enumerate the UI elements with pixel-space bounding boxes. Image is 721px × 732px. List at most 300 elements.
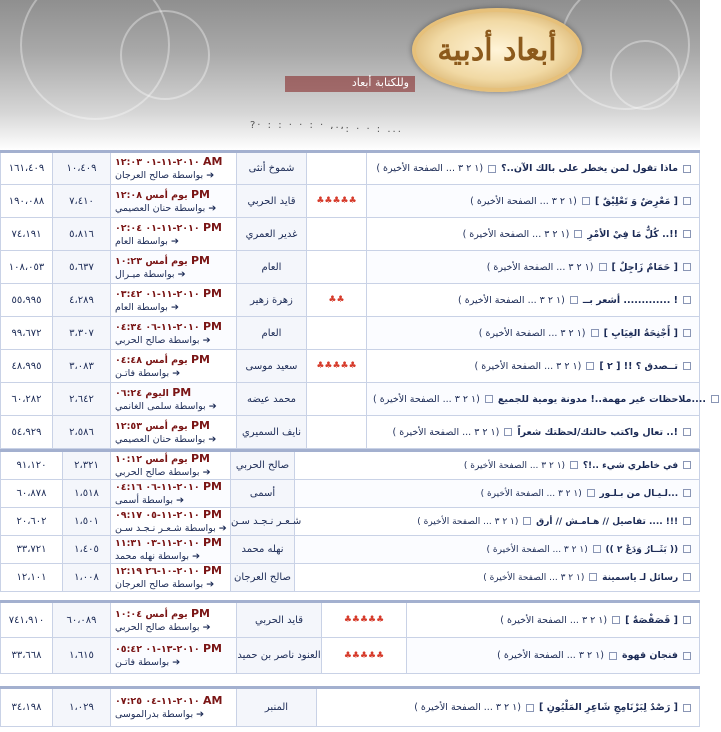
last-poster-link[interactable] bbox=[115, 522, 226, 535]
views-count: ٦٠،٨٧٨ bbox=[1, 480, 63, 508]
page-links[interactable]: ( ١ ٢ ٣ ... الصفحة الأخيرة) bbox=[417, 516, 519, 527]
multipage-icon bbox=[589, 573, 597, 581]
last-post-date bbox=[115, 221, 232, 235]
last-post-time: ١٢:١٩ bbox=[115, 566, 142, 577]
last-post-datestr: يوم أمس bbox=[145, 454, 188, 465]
last-post-ampm: PM bbox=[202, 286, 222, 300]
last-post-datestr: ٢٠١٠-١١-٠٥ bbox=[145, 510, 200, 521]
last-post-time: ٠٤:٣٤ bbox=[115, 321, 142, 333]
last-post-ampm: PM bbox=[202, 220, 222, 234]
go-last-post-icon[interactable]: ➔ bbox=[196, 709, 205, 720]
multipage-icon bbox=[609, 652, 617, 660]
last-poster-link[interactable] bbox=[115, 466, 226, 479]
last-post-info bbox=[111, 185, 237, 218]
last-post-time: ١١:٣١ bbox=[115, 538, 142, 549]
page-links[interactable]: ( ١ ٢ ٣ ... الصفحة الأخيرة) bbox=[470, 195, 577, 207]
thread-starter[interactable]: شموخ أنثى bbox=[237, 152, 307, 185]
last-post-ampm: PM bbox=[191, 452, 211, 465]
replies-count[interactable]: ٣،٣٠٧ bbox=[53, 317, 111, 350]
last-poster-link[interactable] bbox=[115, 433, 232, 446]
thread-title-cell bbox=[367, 317, 700, 350]
last-post-info bbox=[111, 251, 237, 284]
thread-starter[interactable]: نهله محمد bbox=[231, 536, 295, 564]
last-poster-name[interactable]: بواسطة العام bbox=[115, 235, 168, 247]
multipage-icon bbox=[504, 428, 512, 436]
go-last-post-icon[interactable]: ➔ bbox=[208, 202, 217, 214]
last-post-ampm: PM bbox=[202, 319, 222, 333]
thread-title-cell bbox=[367, 218, 700, 251]
last-post-datestr: ٢٠١٠-١١-٠٦ bbox=[145, 321, 200, 333]
last-post-info bbox=[111, 350, 237, 383]
last-poster-link[interactable] bbox=[115, 621, 232, 634]
thread-row bbox=[1, 218, 700, 251]
views-count: ٥٤،٩٢٩ bbox=[1, 416, 53, 449]
replies-count[interactable]: ٢،٣٢١ bbox=[63, 451, 111, 480]
replies-count[interactable]: ٤،٢٨٩ bbox=[53, 284, 111, 317]
replies-count[interactable]: ١،٦١٥ bbox=[53, 638, 111, 674]
last-post-date bbox=[115, 536, 226, 550]
views-count: ٧٤،١٩١ bbox=[1, 218, 53, 251]
views-count: ٢٠،٦٠٢ bbox=[1, 508, 63, 536]
thread-title-cell bbox=[407, 638, 700, 674]
last-post-time: ٠٧:٢٥ bbox=[115, 696, 142, 707]
last-post-info bbox=[111, 284, 237, 317]
decor-swirl bbox=[610, 40, 680, 110]
page-links[interactable]: ( ١ ٢ ٣ ... الصفحة الأخيرة) bbox=[497, 650, 604, 661]
thread-status-icon bbox=[683, 652, 691, 660]
replies-count[interactable]: ٣،٠٨٣ bbox=[53, 350, 111, 383]
last-post-time: ٠٣:٤٢ bbox=[115, 288, 142, 300]
last-post-datestr: يوم أمس bbox=[145, 189, 188, 201]
thread-status-icon bbox=[683, 461, 691, 469]
page-links[interactable]: ( ١ ٢ ٣ ... الصفحة الأخيرة) bbox=[462, 228, 570, 240]
thread-title-cell bbox=[317, 688, 700, 727]
rating-stars-icon bbox=[307, 251, 367, 284]
last-post-datestr: ٢٠١٠-١١-٠٦ bbox=[145, 482, 200, 493]
go-last-post-icon[interactable]: ➔ bbox=[172, 367, 181, 379]
last-post-datestr: يوم أمس bbox=[145, 255, 188, 267]
last-post-date bbox=[115, 320, 232, 334]
go-last-post-icon[interactable]: ➔ bbox=[170, 235, 179, 247]
last-post-datestr: ٢٠١٠-١١-٠١ bbox=[145, 222, 200, 234]
thread-table-block4 bbox=[0, 686, 700, 727]
go-last-post-icon[interactable]: ➔ bbox=[206, 579, 215, 590]
last-poster-name[interactable]: بواسطة صالح العرجان bbox=[115, 170, 204, 181]
page-links[interactable]: ( ١ ٢ ٣ ... الصفحة الأخيرة) bbox=[480, 488, 582, 499]
thread-title-link[interactable]: رسائل لـ ياسمينة bbox=[602, 572, 679, 583]
last-post-info bbox=[111, 508, 231, 536]
page-links[interactable]: ( ١ ٢ ٣ ... الصفحة الأخيرة) bbox=[376, 163, 484, 174]
thread-row bbox=[1, 602, 700, 638]
last-post-datestr: يوم أمس bbox=[145, 354, 188, 366]
views-count: ١٩٠،٠٨٨ bbox=[1, 185, 53, 218]
thread-table-block3 bbox=[0, 600, 700, 674]
thread-row bbox=[1, 536, 700, 564]
go-last-post-icon[interactable]: ➔ bbox=[170, 301, 179, 313]
replies-count[interactable]: ٢،٥٨٦ bbox=[53, 416, 111, 449]
thread-starter[interactable]: نايف السميري bbox=[237, 416, 307, 449]
last-post-info bbox=[111, 602, 237, 638]
thread-row bbox=[1, 185, 700, 218]
thread-title-cell bbox=[295, 480, 700, 508]
logo-text: أبعاد أدبية bbox=[437, 32, 557, 68]
thread-starter[interactable]: صالح العرجان bbox=[231, 564, 295, 592]
rating-stars-icon: ♣♣♣♣♣ bbox=[322, 602, 407, 638]
rating-stars-icon: ♣♣♣♣♣ bbox=[307, 185, 367, 218]
thread-title-link[interactable]: [ مَعْرِضٌ وَ تَعْلِيْقٌ ] bbox=[594, 195, 678, 207]
thread-starter[interactable]: محمد عيضه bbox=[237, 383, 307, 416]
page-links[interactable]: ( ١ ٢ ٣ ... الصفحة الأخيرة) bbox=[373, 393, 480, 405]
last-post-info bbox=[111, 536, 231, 564]
views-count: ١٢،١٠١ bbox=[1, 564, 63, 592]
thread-status-icon bbox=[683, 197, 691, 205]
replies-count[interactable]: ١،٠٢٩ bbox=[53, 688, 111, 727]
page-links[interactable]: ( ١ ٢ ٣ ... الصفحة الأخيرة) bbox=[483, 572, 585, 583]
last-post-ampm: PM bbox=[202, 480, 222, 493]
last-poster-name[interactable]: بواسطة صالح الحربي bbox=[115, 334, 200, 346]
last-post-date bbox=[115, 694, 232, 708]
views-count: ٩٩،٦٧٢ bbox=[1, 317, 53, 350]
thread-starter[interactable]: العام bbox=[237, 251, 307, 284]
views-count: ١٠٨،٠٥٣ bbox=[1, 251, 53, 284]
last-post-time: ١٠:٢٣ bbox=[115, 255, 142, 267]
last-post-time: ٠٦:٢٤ bbox=[115, 387, 142, 399]
rating-stars-icon bbox=[307, 152, 367, 185]
last-post-date bbox=[115, 155, 232, 169]
last-poster-link[interactable] bbox=[115, 235, 232, 248]
last-poster-link[interactable] bbox=[115, 550, 226, 563]
thread-status-icon bbox=[683, 428, 691, 436]
rating-stars-icon bbox=[307, 317, 367, 350]
replies-count[interactable]: ١،٥١٨ bbox=[63, 480, 111, 508]
thread-title-link[interactable]: تعال واكتب حالتك/لحظتك شعراً ..! bbox=[517, 426, 678, 438]
last-post-time: ١٢:٠٨ bbox=[115, 189, 142, 201]
last-post-ampm: PM bbox=[191, 418, 211, 432]
last-poster-name[interactable]: بواسطة أسمى bbox=[115, 495, 174, 506]
last-poster-name[interactable]: بواسطة حنان العصيمي bbox=[115, 433, 206, 445]
thread-starter[interactable]: المنبر bbox=[237, 688, 317, 727]
multipage-icon bbox=[526, 704, 534, 712]
thread-row bbox=[1, 638, 700, 674]
thread-title-cell bbox=[367, 284, 700, 317]
last-post-date bbox=[115, 480, 226, 494]
last-poster-link[interactable] bbox=[115, 656, 232, 669]
last-poster-name[interactable]: بواسطة صالح الحربي bbox=[115, 621, 200, 633]
last-post-date bbox=[115, 564, 226, 578]
replies-count[interactable]: ٢،٦٤٢ bbox=[53, 383, 111, 416]
thread-title-cell bbox=[367, 350, 700, 383]
thread-title-link[interactable]: [ قَصَقْصَةٌ ] bbox=[625, 614, 678, 626]
last-poster-name[interactable]: بواسطة صالح الحربي bbox=[115, 467, 200, 478]
multipage-icon bbox=[599, 263, 607, 271]
last-poster-link[interactable] bbox=[115, 268, 232, 281]
last-post-time: ٠٩:١٧ bbox=[115, 510, 142, 521]
multipage-icon bbox=[587, 489, 595, 497]
thread-starter[interactable]: زهرة زهير bbox=[237, 284, 307, 317]
last-post-datestr: ٢٠١٠-١١-٠٤ bbox=[145, 696, 200, 707]
go-last-post-icon[interactable]: ➔ bbox=[202, 467, 211, 478]
last-poster-link[interactable] bbox=[115, 400, 232, 413]
thread-title-cell bbox=[367, 152, 700, 185]
last-post-info bbox=[111, 416, 237, 449]
decor-dots: ?· : : · · : · ... bbox=[250, 120, 346, 131]
last-post-info bbox=[111, 218, 237, 251]
thread-status-icon bbox=[683, 263, 691, 271]
last-post-ampm: PM bbox=[172, 385, 192, 399]
site-tagline: وللكتابة أبعاد bbox=[285, 76, 415, 92]
thread-title-link[interactable]: ملاحظات غير مهمة..! مدونة يومية للجميع.... bbox=[497, 393, 706, 405]
last-post-time: ٠٤:٤٨ bbox=[115, 354, 142, 366]
views-count: ٥٥،٩٩٥ bbox=[1, 284, 53, 317]
replies-count[interactable]: ٥،٦٣٧ bbox=[53, 251, 111, 284]
thread-title-cell bbox=[367, 251, 700, 284]
thread-starter[interactable]: العام bbox=[237, 317, 307, 350]
last-poster-name[interactable]: بواسطة فاتـن bbox=[115, 657, 170, 668]
thread-title-link[interactable]: أشعر بــ ............. ! bbox=[582, 294, 678, 306]
thread-row bbox=[1, 451, 700, 480]
thread-row bbox=[1, 416, 700, 449]
last-post-datestr: ٢٠١٠-١١-٠٣ bbox=[145, 538, 200, 549]
page-links[interactable]: ( ١ ٢ ٣ ... الصفحة الأخيرة) bbox=[486, 261, 594, 273]
rating-stars-icon: ♣♣♣♣♣ bbox=[322, 638, 407, 674]
thread-row bbox=[1, 251, 700, 284]
multipage-icon bbox=[488, 165, 496, 173]
multipage-icon bbox=[570, 461, 578, 469]
last-post-ampm: PM bbox=[191, 253, 211, 267]
multipage-icon bbox=[485, 395, 493, 403]
replies-count[interactable]: ٦٠،٠٨٩ bbox=[53, 602, 111, 638]
last-post-datestr: ٢٠١٠-١٠-٢٦ bbox=[145, 566, 200, 577]
page-links[interactable]: ( ١ ٢ ٣ ... الصفحة الأخيرة) bbox=[500, 614, 608, 626]
thread-starter[interactable]: العنود ناصر بن حميد bbox=[237, 638, 322, 674]
page-links[interactable]: ( ١ ٢ ٣ ... الصفحة الأخيرة) bbox=[486, 544, 588, 555]
thread-row bbox=[1, 284, 700, 317]
thread-title-cell bbox=[295, 451, 700, 480]
replies-count[interactable]: ١٠،٤٠٩ bbox=[53, 152, 111, 185]
go-last-post-icon[interactable]: ➔ bbox=[208, 400, 217, 412]
last-post-datestr: يوم أمس bbox=[145, 420, 188, 432]
thread-title-link[interactable]: (( بَثَــارُ وَدَعْ ٢ )) bbox=[605, 544, 679, 555]
last-post-ampm: PM bbox=[202, 536, 222, 549]
thread-title-link[interactable]: ماذا تقول لمن يخطر على بالك الآن..؟ bbox=[501, 163, 678, 174]
replies-count[interactable]: ٧،٤١٠ bbox=[53, 185, 111, 218]
last-post-info bbox=[111, 383, 237, 416]
go-last-post-icon[interactable]: ➔ bbox=[176, 495, 185, 506]
go-last-post-icon[interactable]: ➔ bbox=[172, 657, 181, 668]
thread-title-cell bbox=[295, 508, 700, 536]
thread-title-link[interactable]: [ حَمَامٌ زَاجِلٌ ] bbox=[611, 261, 678, 273]
thread-title-cell bbox=[367, 383, 706, 416]
last-post-date bbox=[115, 419, 232, 433]
rating-stars-icon bbox=[307, 383, 367, 416]
page-links[interactable]: ( ١ ٢ ٣ ... الصفحة الأخيرة) bbox=[478, 327, 586, 339]
last-poster-name[interactable]: بواسطة فاتـن bbox=[115, 367, 170, 379]
last-poster-link[interactable] bbox=[115, 494, 226, 507]
thread-table-block1 bbox=[0, 150, 706, 449]
thread-title-link[interactable]: [ أَجْنِحَةُ الغِيَابِ ] bbox=[603, 327, 678, 339]
thread-title-cell bbox=[407, 602, 700, 638]
thread-starter[interactable]: قايد الحربي bbox=[237, 185, 307, 218]
views-count: ٦٠،٢٨٢ bbox=[1, 383, 53, 416]
thread-title-link[interactable]: تــصدق ؟ !! [ ٢ ] bbox=[599, 360, 678, 372]
thread-title-link[interactable]: فنجان قهوة bbox=[621, 650, 678, 661]
thread-status-icon bbox=[683, 296, 691, 304]
page-links[interactable]: ( ١ ٢ ٣ ... الصفحة الأخيرة) bbox=[457, 294, 565, 306]
thread-title-cell bbox=[295, 564, 700, 592]
go-last-post-icon[interactable]: ➔ bbox=[202, 334, 211, 346]
last-post-time: ١٢:٠٣ bbox=[115, 157, 142, 168]
replies-count[interactable]: ١،٤٠٥ bbox=[63, 536, 111, 564]
last-poster-name[interactable]: بواسطة شـعـر نـجـد سـن bbox=[115, 523, 216, 534]
last-post-info bbox=[111, 480, 231, 508]
forum-banner bbox=[0, 0, 700, 150]
last-post-info bbox=[111, 638, 237, 674]
multipage-icon bbox=[591, 329, 599, 337]
site-logo[interactable] bbox=[412, 8, 582, 92]
thread-status-icon bbox=[683, 704, 691, 712]
views-count: ٣٣،٦٦٨ bbox=[1, 638, 53, 674]
go-last-post-icon[interactable]: ➔ bbox=[208, 433, 217, 445]
decor-dots: · ·: · · : ... bbox=[330, 124, 403, 135]
go-last-post-icon[interactable]: ➔ bbox=[192, 551, 201, 562]
thread-row bbox=[1, 480, 700, 508]
multipage-icon bbox=[570, 296, 578, 304]
last-post-date bbox=[115, 353, 232, 367]
last-post-ampm: AM bbox=[202, 155, 223, 168]
last-post-info bbox=[111, 317, 237, 350]
last-post-info bbox=[111, 688, 237, 727]
thread-row bbox=[1, 564, 700, 592]
thread-table-block2 bbox=[0, 449, 700, 592]
replies-count[interactable]: ١،٥٠١ bbox=[63, 508, 111, 536]
last-poster-link[interactable] bbox=[115, 334, 232, 347]
last-poster-link[interactable] bbox=[115, 367, 232, 380]
replies-count[interactable]: ١،٠٠٨ bbox=[63, 564, 111, 592]
last-post-ampm: PM bbox=[191, 352, 211, 366]
decor-swirl bbox=[120, 10, 210, 100]
page-links[interactable]: ( ١ ٢ ٣ ... الصفحة الأخيرة) bbox=[463, 460, 566, 471]
thread-starter[interactable]: شـعـر نـجـد سـن bbox=[231, 508, 295, 536]
last-post-date bbox=[115, 188, 232, 202]
last-post-datestr: يوم أمس bbox=[145, 608, 188, 620]
thread-row bbox=[1, 383, 700, 416]
thread-row bbox=[1, 508, 700, 536]
last-post-ampm: PM bbox=[202, 564, 222, 577]
last-post-date bbox=[115, 508, 226, 522]
last-poster-name[interactable]: بواسطة ميـرال bbox=[115, 268, 175, 280]
thread-status-icon bbox=[683, 545, 691, 553]
thread-starter[interactable]: صالح الحربي bbox=[231, 451, 295, 480]
views-count: ٣٤،١٩٨ bbox=[1, 688, 53, 727]
last-post-ampm: PM bbox=[202, 508, 222, 521]
last-poster-name[interactable]: بواسطة سلمى الغانمي bbox=[115, 400, 206, 412]
views-count: ١٦١،٤٠٩ bbox=[1, 152, 53, 185]
thread-status-icon bbox=[683, 362, 691, 370]
rating-stars-icon: ♣♣ bbox=[307, 284, 367, 317]
thread-status-icon bbox=[683, 329, 691, 337]
page-links[interactable]: ( ١ ٢ ٣ ... الصفحة الأخيرة) bbox=[414, 702, 521, 713]
last-post-info bbox=[111, 564, 231, 592]
rating-stars-icon bbox=[307, 416, 367, 449]
last-post-ampm: PM bbox=[202, 642, 222, 655]
last-poster-link[interactable] bbox=[115, 301, 232, 314]
page-links[interactable]: ( ١ ٢ ٣ ... الصفحة الأخيرة) bbox=[392, 426, 500, 438]
go-last-post-icon[interactable]: ➔ bbox=[218, 523, 227, 534]
views-count: ٩١،١٢٠ bbox=[1, 451, 63, 480]
last-post-datestr: ٢٠١٠-١١-٠١ bbox=[145, 157, 200, 168]
last-poster-link[interactable] bbox=[115, 202, 232, 215]
last-post-date bbox=[115, 254, 232, 268]
last-post-time: ١٢:٥٣ bbox=[115, 420, 142, 432]
last-poster-name[interactable]: بواسطة نهله محمد bbox=[115, 551, 190, 562]
thread-title-link[interactable]: في خاطري شيء ..!؟ bbox=[582, 460, 679, 471]
last-poster-link[interactable] bbox=[115, 578, 226, 591]
thread-title-link[interactable]: [ رَصْدٌ لِبَرْنَامِجِ شَاعِرِ المَلْيُونِ ] bbox=[539, 702, 678, 713]
last-post-time: ١٠:١٢ bbox=[115, 454, 142, 465]
thread-title-cell bbox=[367, 416, 700, 449]
views-count: ٤٨،٩٩٥ bbox=[1, 350, 53, 383]
go-last-post-icon[interactable]: ➔ bbox=[206, 170, 215, 181]
last-post-datestr: ٢٠١٠-١٣-٠١ bbox=[145, 644, 200, 655]
thread-starter[interactable]: سعيد موسى bbox=[237, 350, 307, 383]
last-poster-name[interactable]: بواسطة صالح العرجان bbox=[115, 579, 204, 590]
thread-row bbox=[1, 152, 700, 185]
last-post-time: ٠٢:٠٤ bbox=[115, 222, 142, 234]
last-poster-name[interactable]: بواسطة بدرالموسى bbox=[115, 709, 194, 720]
last-post-date bbox=[115, 642, 232, 656]
thread-status-icon bbox=[683, 165, 691, 173]
thread-status-icon bbox=[683, 517, 691, 525]
multipage-icon bbox=[612, 616, 620, 624]
thread-title-link[interactable]: لـيـال من بـلـور... bbox=[599, 488, 679, 499]
rating-stars-icon: ♣♣♣♣♣ bbox=[307, 350, 367, 383]
thread-title-cell bbox=[367, 185, 700, 218]
thread-starter[interactable]: أسمى bbox=[231, 480, 295, 508]
last-post-date bbox=[115, 452, 226, 466]
thread-status-icon bbox=[683, 616, 691, 624]
thread-title-link[interactable]: كُلٌّ مَا فِيْ الأمْرِ ..!! bbox=[587, 228, 678, 240]
go-last-post-icon[interactable]: ➔ bbox=[177, 268, 186, 280]
multipage-icon bbox=[586, 362, 594, 370]
last-post-date bbox=[115, 386, 232, 400]
page-links[interactable]: ( ١ ٢ ٣ ... الصفحة الأخيرة) bbox=[474, 360, 582, 372]
thread-starter[interactable]: غدير العمري bbox=[237, 218, 307, 251]
multipage-icon bbox=[574, 230, 582, 238]
thread-status-icon bbox=[683, 573, 691, 581]
views-count: ٣٣،٧٢١ bbox=[1, 536, 63, 564]
thread-status-icon bbox=[683, 230, 691, 238]
last-post-date bbox=[115, 287, 232, 301]
last-post-datestr: ٢٠١٠-١١-٠١ bbox=[145, 288, 200, 300]
last-post-ampm: AM bbox=[202, 694, 223, 707]
last-poster-link[interactable] bbox=[115, 708, 232, 721]
last-poster-name[interactable]: بواسطة العام bbox=[115, 301, 168, 313]
last-post-time: ٠٥:٤٢ bbox=[115, 644, 142, 655]
go-last-post-icon[interactable]: ➔ bbox=[202, 621, 211, 633]
thread-starter[interactable]: قايد الحربي bbox=[237, 602, 322, 638]
views-count: ٧٤١،٩١٠ bbox=[1, 602, 53, 638]
last-post-time: ٠٤:١٦ bbox=[115, 482, 142, 493]
last-post-info bbox=[111, 152, 237, 185]
last-poster-link[interactable] bbox=[115, 169, 232, 182]
multipage-icon bbox=[523, 517, 531, 525]
last-post-ampm: PM bbox=[191, 606, 211, 620]
thread-title-link[interactable]: تفاصيل // هـامـش // أرق .... !!! bbox=[536, 516, 679, 527]
replies-count[interactable]: ٥،٨١٦ bbox=[53, 218, 111, 251]
last-poster-name[interactable]: بواسطة حنان العصيمي bbox=[115, 202, 206, 214]
thread-status-icon bbox=[711, 395, 719, 403]
thread-row bbox=[1, 688, 700, 727]
